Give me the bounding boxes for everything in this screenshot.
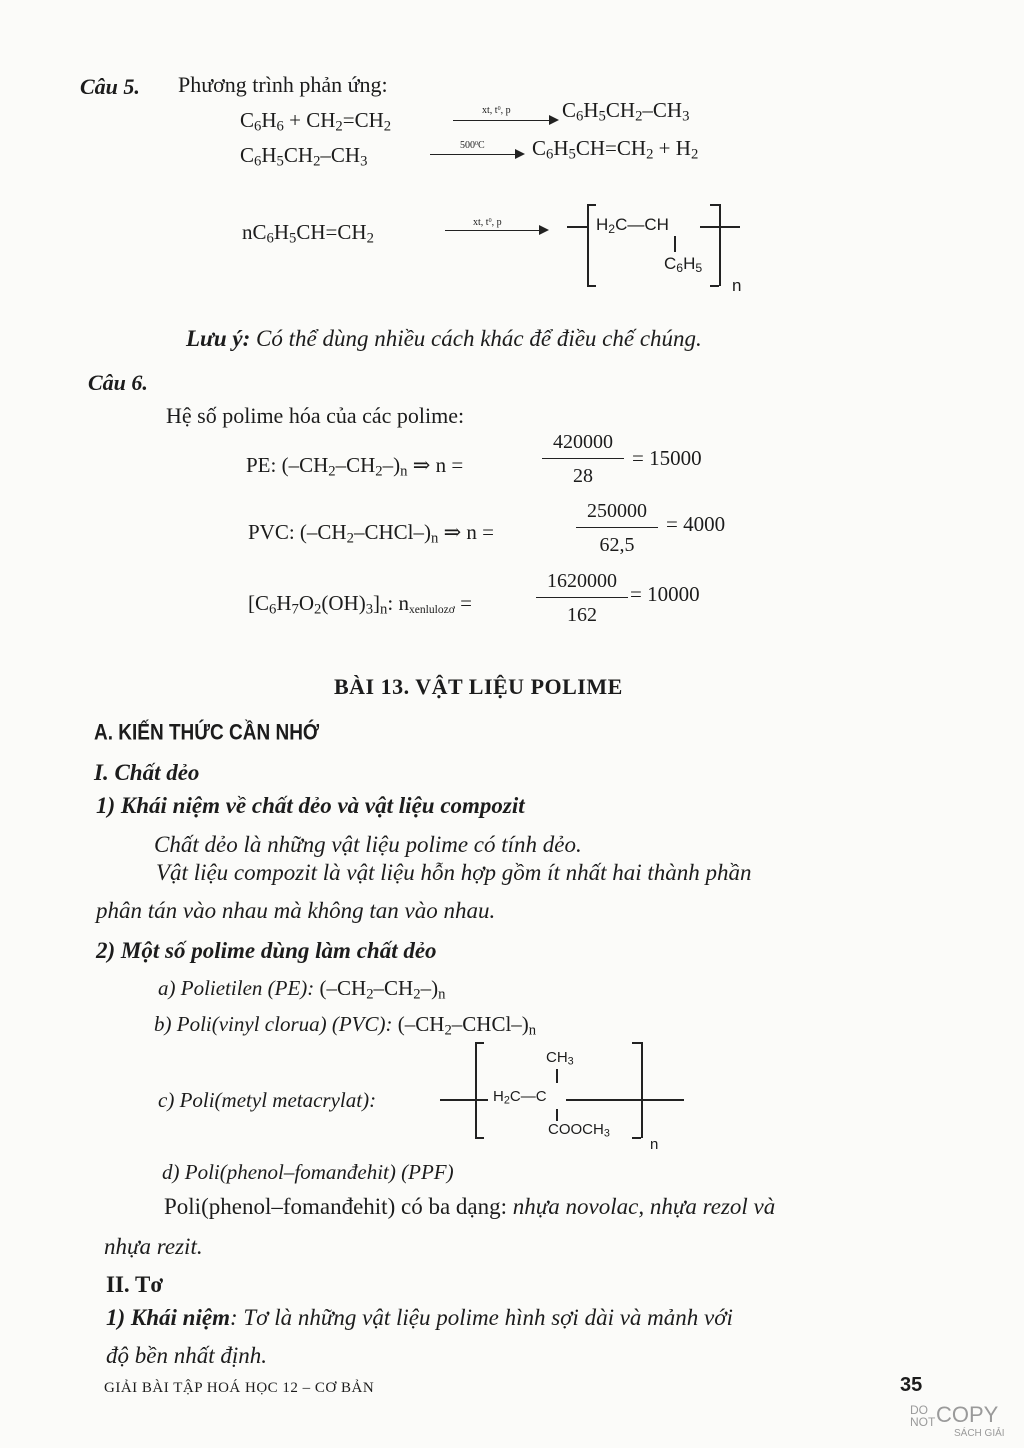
item-a-formula: $(-CH_2-CH_2-)_n$ (319, 976, 446, 1003)
pmma-ch3: $CH_3$ (546, 1049, 574, 1068)
ps-bond-down (674, 236, 676, 252)
section-ii-1-text: : Tơ là những vật liệu polime hình sợi dài và mảnh với (229, 1305, 733, 1330)
ppf-line2: nhựa rezit. (104, 1234, 203, 1259)
pmma-cooch3: $COOCH_3$ (548, 1121, 610, 1140)
lesson-title: BÀI 13. VẬT LIỆU POLIME (334, 674, 623, 699)
ps-bracket-left-bot (587, 285, 596, 287)
pe-denominator: 28 (542, 458, 624, 488)
reaction3-arrow (445, 230, 547, 231)
do-not-copy-stamp (910, 1404, 1010, 1444)
cau5-note (186, 326, 702, 352)
ps-bracket-left (587, 204, 589, 286)
section-ii-1-text-line2: độ bền nhất định. (106, 1343, 267, 1368)
pmma-main: $H_2C—C$ (493, 1088, 547, 1107)
ps-unit-main: $H_2C—CH$ (596, 215, 669, 237)
paragraph-chat-deo: Chất dẻo là những vật liệu polime có tính dẻo. (154, 832, 582, 857)
reaction1-arrow (453, 120, 557, 121)
reaction1-left: $C_6H_6 + CH_2=CH_2$ (240, 108, 392, 135)
reaction2-left: $C_6H_5CH_2-CH_3$ (240, 143, 368, 170)
pe-result: = 15000 (632, 446, 702, 470)
item-a (158, 976, 445, 1001)
xen-fraction (536, 570, 628, 627)
pe-lhs: PE: $(-CH_2-CH_2-)_n$ ⇒ n = (246, 453, 464, 480)
item-a-label: a) Polietilen (PE): (158, 976, 315, 1000)
reaction2-condition: $500^0C$ (460, 140, 485, 151)
ps-bond-left (567, 226, 587, 228)
pmma-bond-up (556, 1069, 558, 1083)
stamp-sachgiai: SÁCH GIẢI (954, 1428, 1005, 1439)
note-text: Có thể dùng nhiều cách khác để điều chế chúng. (256, 326, 702, 351)
stamp-do: DO (910, 1403, 928, 1417)
item-b (154, 1012, 536, 1037)
ppf-forms: nhựa novolac, nhựa rezol và (512, 1194, 776, 1219)
pe-fraction (542, 431, 624, 488)
pmma-subscript-n: n (650, 1136, 659, 1153)
pmma-bracket-right-bot (632, 1137, 641, 1139)
ppf-pre: Poli(phenol–fomanđehit) có ba dạng: (164, 1194, 508, 1219)
pmma-bracket-left-top (475, 1042, 484, 1044)
pe-numerator: 420000 (553, 431, 613, 453)
cau6-intro: Hệ số polime hóa của các polime: (166, 403, 465, 428)
stamp-not: NOT (910, 1415, 936, 1429)
ps-unit-sub: $C_6H_5$ (664, 254, 703, 276)
ps-bracket-left-top (587, 204, 596, 206)
ps-bracket-right (719, 204, 721, 286)
section-ii-heading: II. Tơ (106, 1272, 164, 1297)
pvc-lhs: PVC: $(-CH_2-CHCl-)_n$ ⇒ n = (248, 520, 495, 547)
cau6-label: Câu 6. (88, 370, 148, 395)
reaction2-arrow (430, 154, 523, 155)
item-d-label: d) Poli(phenol–fomanđehit) (PPF) (162, 1160, 454, 1184)
ppf-line1 (164, 1194, 775, 1220)
section-ii-1 (106, 1305, 733, 1331)
paragraph-compozit-line2: phân tán vào nhau mà không tan vào nhau. (96, 898, 496, 923)
reaction3-left: $nC_6H_5CH=CH_2$ (242, 220, 374, 247)
section-i-2-heading: 2) Một số polime dùng làm chất dẻo (96, 938, 437, 963)
ps-bracket-right-bot (710, 285, 719, 287)
section-a-heading: A. KIẾN THỨC CẦN NHỚ (94, 721, 320, 746)
stamp-copy: COPY (936, 1402, 999, 1427)
xen-lhs: $[C_6H_7O_2(OH)_3]_n$: $n_{xenlulozơ}$ = (248, 591, 472, 618)
pmma-bracket-left-bot (475, 1137, 484, 1139)
item-b-label: b) Poli(vinyl clorua) (PVC): (154, 1012, 393, 1036)
xen-result: = 10000 (630, 582, 700, 606)
pvc-fraction (576, 500, 658, 557)
item-b-formula: $(-CH_2-CHCl-)_n$ (397, 1012, 537, 1039)
item-c-label: c) Poli(metyl metacrylat): (158, 1088, 377, 1112)
section-ii-1-label: 1) Khái niệm (106, 1305, 230, 1330)
pmma-bond-right (566, 1099, 684, 1101)
pmma-bond-left (440, 1099, 488, 1101)
ps-subscript-n: n (732, 276, 742, 295)
pmma-bracket-right (641, 1042, 643, 1138)
cau5-label: Câu 5. (80, 74, 140, 99)
ps-bracket-right-top (710, 204, 719, 206)
reaction3-condition: xt, $t^0$, p (473, 217, 502, 228)
paragraph-compozit-line1: Vật liệu compozit là vật liệu hỗn hợp gồm ít nhất hai thành phần (156, 860, 752, 885)
pvc-result: = 4000 (666, 512, 726, 536)
pmma-bond-down (556, 1109, 558, 1121)
pvc-denominator: 62,5 (576, 527, 658, 557)
footer-book-title: GIẢI BÀI TẬP HOÁ HỌC 12 – CƠ BẢN (104, 1380, 375, 1396)
xen-denominator: 162 (536, 597, 628, 627)
xen-numerator: 1620000 (547, 570, 617, 592)
reaction1-condition: xt, $t^0$, p (482, 105, 511, 116)
reaction1-right: $C_6H_5CH_2-CH_3$ (562, 98, 690, 125)
cau5-intro: Phương trình phản ứng: (178, 72, 388, 97)
reaction2-right: $C_6H_5CH=CH_2 + H_2$ (532, 136, 699, 163)
page-number: 35 (900, 1374, 923, 1396)
section-i-1-heading: 1) Khái niệm về chất dẻo và vật liệu compozit (96, 793, 525, 818)
pvc-numerator: 250000 (587, 500, 647, 522)
pmma-bracket-right-top (632, 1042, 641, 1044)
section-i-heading: I. Chất dẻo (94, 760, 200, 785)
pmma-bracket-left (475, 1042, 477, 1138)
note-label: Lưu ý: (186, 326, 251, 351)
